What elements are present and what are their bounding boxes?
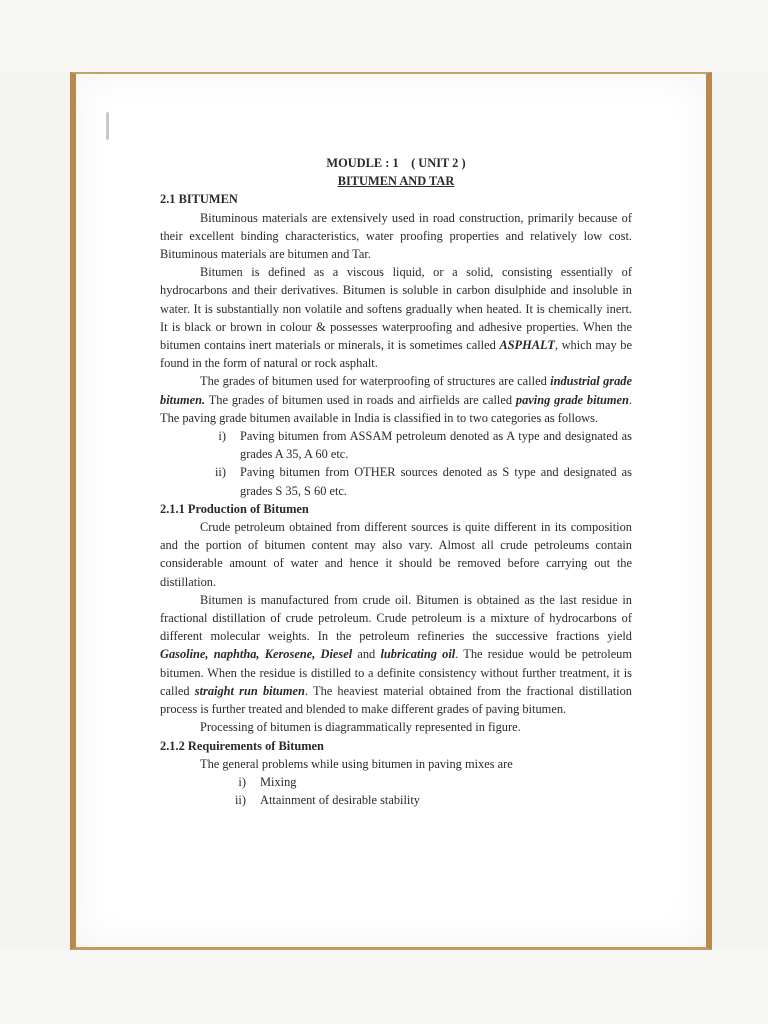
list-item: ii) Attainment of desirable stability <box>234 793 421 808</box>
document-body <box>160 154 632 809</box>
paragraph: The grades of bitumen used for waterproofing of structures are called industrial grade bitumen. The grades of bitumen used in roads and airfields are called paving grade bitumen. The paving grade bitumen available in India is classified in to two categories as follows. <box>160 374 633 425</box>
paragraph: Bitumen is defined as a viscous liquid, or a solid, consisting essentially of hydrocarbons and their derivatives. Bitumen is soluble in carbon disulphide and insoluble in water. It is substantially non volatile and softens gradually when heated. It is chemically inert. It is black or brown in colour & possesses waterproofing and adhesive properties. When the bitumen contains inert materials or minerals, it is sometimes called ASPHALT, which may be found in the form of natural or rock asphalt. <box>160 265 632 371</box>
background-top <box>0 0 768 72</box>
paper-sheet <box>70 72 712 950</box>
section-heading-2-1-2: 2.1.2 Requirements of Bitumen <box>160 738 324 753</box>
emphasis-industrial-grade: industrial grade bitumen. <box>160 374 633 407</box>
punch-hole-mark <box>106 112 109 140</box>
background-bottom <box>0 950 768 1024</box>
paragraph: Bitumen is manufactured from crude oil. Bitumen is obtained as the last residue in fractional distillation of crude petroleum. Crude petroleum is a mixture of hydrocarbons of different molecular weights. In the petroleum refineries the successive fractions yield Gasoline, naphtha, Kerosene, Diesel and lubricating oil. The residue would be petroleum bitumen. When the residue is distilled to a definite consistency without further treatment, it is called straight run bitumen. The heaviest material obtained from the fractional distillation process is further treated and blended to make different grades of paving bitumen. <box>160 592 633 717</box>
bitumen-type-list <box>160 427 632 500</box>
emphasis-straight-run: straight run bitumen <box>194 683 305 698</box>
list-item: i) Mixing <box>238 774 297 789</box>
section-heading-2-1-1: 2.1.1 Production of Bitumen <box>160 501 309 516</box>
paragraph: Crude petroleum obtained from different sources is quite different in its composition and the portion of bitumen content may also vary. Almost all crude petroleums contain considerable amount of water and hence it should be removed before carrying out the distillation. <box>160 520 632 589</box>
requirements-list <box>160 773 632 809</box>
document-title: BITUMEN AND TAR <box>337 174 455 189</box>
paragraph: Bituminous materials are extensively used in road construction, primarily because of their excellent binding characteristics, water proofing properties and relatively low cost. Bituminous materials are bitumen and Tar. <box>160 210 632 262</box>
emphasis-paving-grade: paving grade bitumen <box>515 392 629 407</box>
emphasis-lubricating-oil: lubricating oil <box>380 647 456 662</box>
list-item: ii) Paving bitumen from OTHER sources denoted as S type and designated as grades S 35, S 60 etc. <box>214 465 632 498</box>
module-label: MOUDLE : 1 ( UNIT 2 ) <box>326 156 466 170</box>
list-item: i) Paving bitumen from ASSAM petroleum denoted as A type and designated as grades A 35, A 60 etc. <box>218 429 632 462</box>
emphasis-fractions: Gasoline, naphtha, Kerosene, Diesel <box>160 647 353 662</box>
emphasis-asphalt: ASPHALT <box>499 338 555 353</box>
paragraph: The general problems while using bitumen in paving mixes are <box>200 756 513 771</box>
section-heading-2-1: 2.1 BITUMEN <box>160 192 238 207</box>
paragraph: Processing of bitumen is diagrammatically represented in figure. <box>200 720 521 735</box>
